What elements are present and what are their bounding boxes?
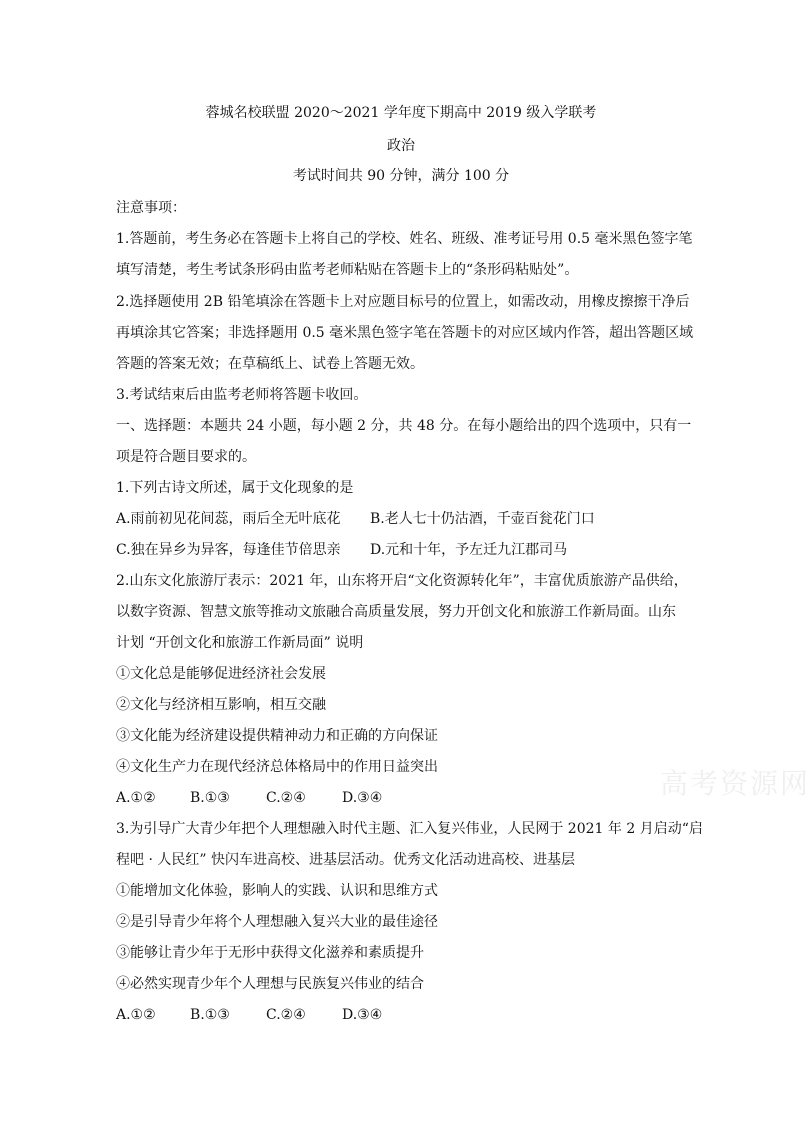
q1-option-d: D.元和十年，予左迁九江郡司马 [370, 542, 568, 558]
q3-choice-a: A.①② [116, 1007, 156, 1023]
q2-statement: ③文化能为经济建设提供精神动力和正确的方向保证 [116, 728, 438, 744]
notice-line: 2.选择题使用 2B 铅笔填涂在答题卡上对应题目标号的位置上，如需改动，用橡皮擦擦干净后 [116, 294, 690, 310]
notice-line: 3.考试结束后由监考老师将答题卡收回。 [116, 387, 368, 403]
notice-line: 再填涂其它答案；非选择题用 0.5 毫米黑色签字笔在答题卡的对应区域内作答，超出答题区域 [116, 325, 694, 341]
notice-heading: 注意事项： [116, 200, 186, 216]
q2-stem-line: 计划 “开创文化和旅游工作新局面” 说明 [116, 635, 364, 651]
q3-statement: ③能够让青少年于无形中获得文化滋养和素质提升 [116, 945, 424, 961]
q1-option-a: A.雨前初见花间蕊，雨后全无叶底花 [116, 511, 341, 527]
q3-choice-d: D.③④ [342, 1007, 383, 1023]
section-intro: 一、选择题：本题共 24 小题，每小题 2 分，共 48 分。在每小题给出的四个选项中，只有一 [116, 418, 692, 434]
q3-choice-b: B.①③ [190, 1007, 230, 1023]
q2-stem-line: 以数字资源、智慧文旅等推动文旅融合高质量发展，努力开创文化和旅游工作新局面。山东 [116, 604, 676, 620]
q2-choice-c: C.②④ [266, 790, 306, 806]
watermark: 高考资源网 [660, 767, 810, 800]
q3-statement: ①能增加文化体验，影响人的实践、认识和思维方式 [116, 883, 438, 899]
subject-title: 政治 [387, 138, 415, 154]
q2-statement: ①文化总是能够促进经济社会发展 [116, 666, 326, 682]
notice-line: 1.答题前，考生务必在答题卡上将自己的学校、姓名、班级、准考证号用 0.5 毫米黑色签字笔 [116, 231, 693, 247]
q3-statement: ②是引导青少年将个人理想融入复兴大业的最佳途径 [116, 914, 438, 930]
q3-stem-line: 程吧 · 人民红” 快闪车进高校、进基层活动。优秀文化活动进高校、进基层 [116, 852, 575, 868]
section-intro: 项是符合题目要求的。 [116, 449, 256, 465]
exam-title: 蓉城名校联盟 2020～2021 学年度下期高中 2019 级入学联考 [205, 105, 597, 121]
q2-choice-a: A.①② [116, 790, 156, 806]
notice-line: 填写清楚，考生考试条形码由监考老师粘贴在答题卡上的“条形码粘贴处”。 [116, 262, 579, 278]
q1-stem: 1.下列古诗文所述，属于文化现象的是 [116, 480, 354, 496]
q2-choice-b: B.①③ [190, 790, 230, 806]
q2-stem-line: 2.山东文化旅游厅表示：2021 年，山东将开启“文化资源转化年”，丰富优质旅游产品供给， [116, 573, 688, 589]
q1-option-b: B.老人七十仍沽酒，千壶百瓮花门口 [370, 511, 595, 527]
q3-stem-line: 3.为引导广大青少年把个人理想融入时代主题、汇入复兴伟业，人民网于 2021 年 2 月启动“启 [116, 821, 703, 837]
q3-statement: ④必然实现青少年个人理想与民族复兴伟业的结合 [116, 976, 424, 992]
q2-choice-d: D.③④ [342, 790, 383, 806]
exam-info: 考试时间共 90 分钟，满分 100 分 [292, 168, 510, 184]
q2-statement: ④文化生产力在现代经济总体格局中的作用日益突出 [116, 759, 438, 775]
q2-statement: ②文化与经济相互影响，相互交融 [116, 697, 326, 713]
notice-line: 答题的答案无效；在草稿纸上、试卷上答题无效。 [116, 356, 424, 372]
q3-choice-c: C.②④ [266, 1007, 306, 1023]
q1-option-c: C.独在异乡为异客，每逢佳节倍思亲 [116, 542, 341, 558]
